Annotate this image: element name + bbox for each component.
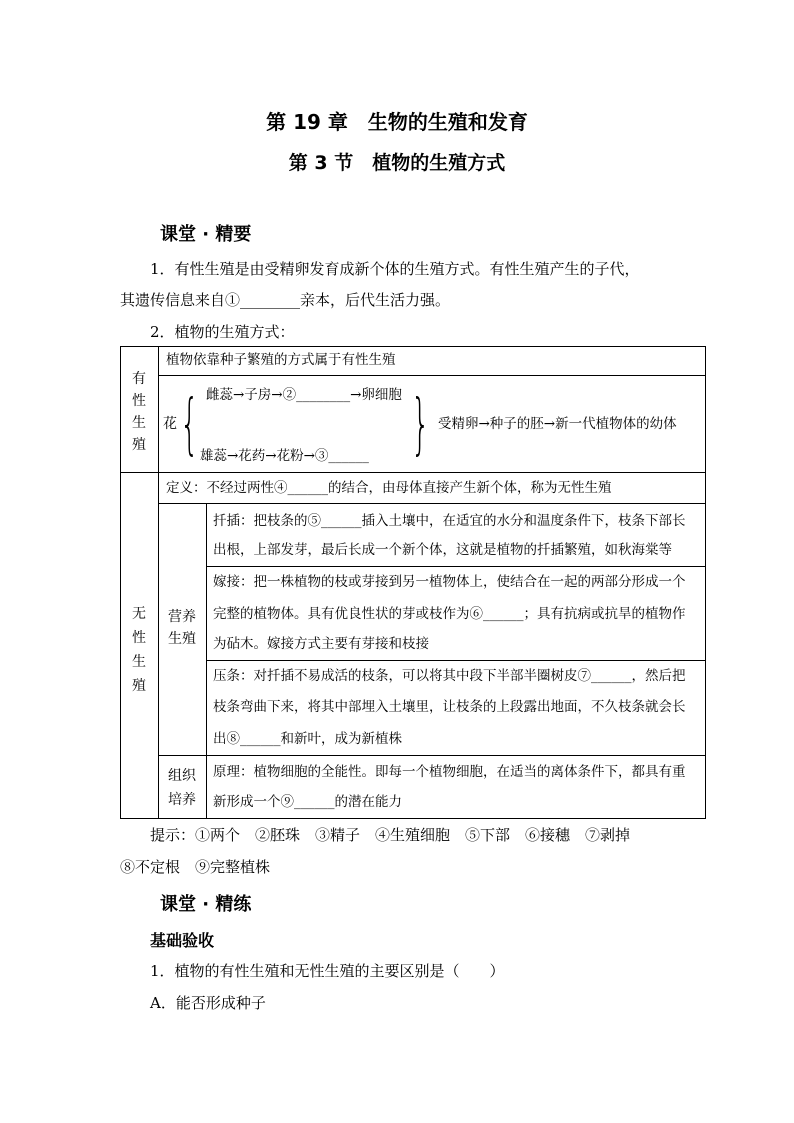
flower-label: 花	[163, 416, 177, 432]
label-asexual-reproduction: 无性生殖	[132, 606, 146, 694]
label-sexual-reproduction: 有性生殖	[132, 371, 146, 453]
layering-line-2: 枝条弯曲下来，将其中部埋入土壤里，让枝条的上段露出地面，不久枝条就会长	[213, 699, 686, 715]
hints-line-2: ⑧不定根 ⑨完整植株	[120, 858, 271, 876]
subheading-basic-check: 基础验收	[150, 931, 215, 950]
label-vegetative-reproduction: 营养生殖	[168, 609, 196, 647]
asexual-definition: 定义：不经过两性④______的结合，由母体直接产生新个体，称为无性生殖	[166, 480, 612, 496]
question-1: 1．植物的有性生殖和无性生殖的主要区别是（ ）	[150, 962, 505, 980]
fertilization-result: 受精卵→种子的胚→新一代植物体的幼体	[438, 416, 677, 432]
tissue-line-1: 原理：植物细胞的全能性。即每一个植物细胞，在适当的离体条件下，都具有重	[213, 764, 686, 780]
layering-line-1: 压条：对扦插不易成活的枝条，可以将其中段下半部半圈树皮⑦______，然后把	[213, 668, 686, 684]
layering-line-3: 出⑧______和新叶，成为新植株	[213, 731, 402, 747]
option-a[interactable]: A．能否形成种子	[150, 994, 266, 1012]
cutting-line-2: 出根，上部发芽，最后长成一个新个体，这就是植物的扦插繁殖，如秋海棠等	[213, 542, 672, 558]
grafting-line-2: 完整的植物体。具有优良性状的芽或枝作为⑥______；具有抗病或抗旱的植物作	[213, 606, 686, 622]
right-brace-icon: }	[411, 385, 430, 462]
label-tissue-culture: 组织培养	[168, 768, 196, 808]
section-title: 第 3 节 植物的生殖方式	[288, 152, 506, 174]
sexual-row-1: 植物依靠种子繁殖的方式属于有性生殖	[166, 352, 396, 368]
pistil-path: 雌蕊→子房→②________→卵细胞	[206, 387, 402, 403]
heading-ketang-jingyao: 课堂 · 精要	[160, 224, 252, 245]
paragraph-1-line-1: 1．有性生殖是由受精卵发育成新个体的生殖方式。有性生殖产生的子代，	[150, 260, 640, 278]
paragraph-2: 2．植物的生殖方式：	[150, 323, 295, 341]
chapter-title: 第 19 章 生物的生殖和发育	[266, 110, 528, 134]
hints-line-1: 提示：①两个 ②胚珠 ③精子 ④生殖细胞 ⑤下部 ⑥接穗 ⑦剥掉	[150, 826, 631, 844]
tissue-line-2: 新形成一个⑨______的潜在能力	[213, 794, 402, 810]
grafting-line-3: 为砧木。嫁接方式主要有芽接和枝接	[213, 636, 429, 652]
cutting-line-1: 扦插：把枝条的⑤______插入土壤中，在适宜的水分和温度条件下，枝条下部长	[213, 513, 686, 529]
stamen-path: 雄蕊→花药→花粉→③______	[200, 448, 369, 464]
grafting-line-1: 嫁接：把一株植物的枝或芽接到另一植物体上，使结合在一起的两部分形成一个	[213, 574, 686, 590]
paragraph-1-line-2: 其遗传信息来自①________亲本，后代生活力强。	[120, 291, 451, 309]
left-brace-icon: {	[180, 385, 199, 462]
heading-ketang-jinglian: 课堂 · 精练	[160, 894, 252, 915]
